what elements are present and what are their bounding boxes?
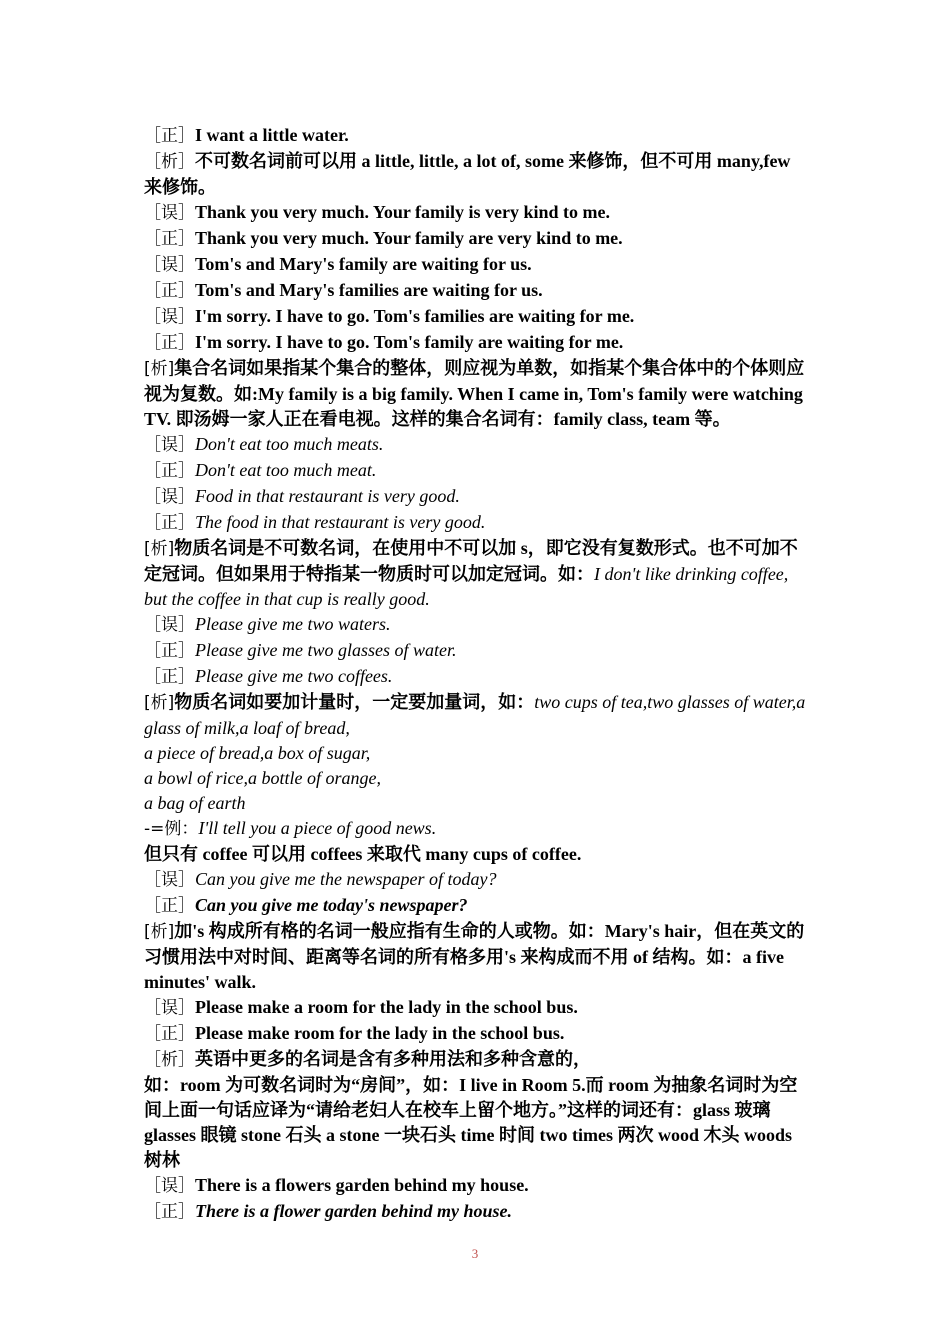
line-tag: ［正］ xyxy=(144,281,195,301)
line-tag: ［误］ xyxy=(144,487,195,507)
line-text: 不可数名词前可以用 a little, little, a lot of, some 来修饰，但不可用 many,few 来修饰。 xyxy=(144,151,791,197)
line-tag: ［误］ xyxy=(144,203,195,223)
line-tag: [析] xyxy=(144,359,175,379)
text-line xyxy=(144,252,809,278)
line-tag: ［析］ xyxy=(144,152,195,172)
line-tag: [析] xyxy=(144,693,175,713)
text-line xyxy=(144,842,809,867)
line-text: Please give me two glasses of water. xyxy=(195,640,457,660)
line-text: a bowl of rice,a bottle of orange, xyxy=(144,768,381,788)
line-text: 物质名词如要加计量时，一定要加量词， xyxy=(174,692,499,712)
text-line xyxy=(144,510,809,536)
line-text: 但只有 coffee 可以用 coffees 来取代 many cups of coffee. xyxy=(144,844,582,864)
line-tag: ［正］ xyxy=(144,461,195,481)
line-text: 英语中更多的名词是含有多种用法和多种含意的， xyxy=(195,1049,591,1069)
text-line xyxy=(144,536,809,612)
text-line xyxy=(144,458,809,484)
line-text: 物质名词是不可数名词，在使用中不可以加 s，即它没有复数形式。也不可加不定冠词。但如果用于特指某一物质时可以加定冠词。如： xyxy=(144,538,798,584)
text-line xyxy=(144,278,809,304)
text-line xyxy=(144,330,809,356)
line-tag: ［误］ xyxy=(144,435,195,455)
text-line xyxy=(144,484,809,510)
line-tag: ［正］ xyxy=(144,896,195,916)
line-text: I'll tell you a piece of good news. xyxy=(198,818,437,838)
line-text: 加's 构成所有格的名词一般应指有生命的人或物。如：Mary's hair，但在英文的习惯用法中对时间、距离等名词的所有格多用's 来构成而不用 of 结构。如：a five minutes' walk. xyxy=(144,921,805,992)
text-line xyxy=(144,612,809,638)
line-text: a bag of earth xyxy=(144,793,246,813)
text-line xyxy=(144,816,809,842)
text-line xyxy=(144,1047,809,1073)
line-tag: ［正］ xyxy=(144,229,195,249)
line-text: The food in that restaurant is very good. xyxy=(195,512,486,532)
line-text: I'm sorry. I have to go. Tom's family are waiting for me. xyxy=(195,332,624,352)
line-text: Thank you very much. Your family is very kind to me. xyxy=(195,202,611,222)
text-line xyxy=(144,123,809,149)
line-text: Tom's and Mary's families are waiting for us. xyxy=(195,280,543,300)
document-body xyxy=(144,123,809,1225)
line-text: Please make a room for the lady in the school bus. xyxy=(195,997,578,1017)
line-text: Please make room for the lady in the school bus. xyxy=(195,1023,565,1043)
line-tag: ［误］ xyxy=(144,1176,195,1196)
line-mid: 如： xyxy=(498,692,535,712)
line-text: a piece of bread,a box of sugar, xyxy=(144,743,371,763)
line-tag: ［正］ xyxy=(144,1202,195,1222)
line-tag: ［误］ xyxy=(144,998,195,1018)
line-example: I don't like drinking coffee, but the coffee in that cup is really good. xyxy=(144,564,789,609)
line-text: Don't eat too much meat. xyxy=(195,460,377,480)
line-tag: ［误］ xyxy=(144,870,195,890)
line-tag: ［析］ xyxy=(144,1050,195,1070)
line-tag: ［正］ xyxy=(144,333,195,353)
line-text: Can you give me today's newspaper? xyxy=(195,895,468,915)
line-text: 集合名词如果指某个集合的整体，则应视为单数，如指某个集合体中的个体则应视为复数。如:My family is a big family. When I came in, Tom's family were watching TV. 即汤姆一家人正在看电视。这样的集合名词有：family class, team 等。 xyxy=(144,358,805,429)
line-tag: ［正］ xyxy=(144,1024,195,1044)
line-text: Please give me two waters. xyxy=(195,614,391,634)
text-line xyxy=(144,867,809,893)
line-text: 如：room 为可数名词时为“房间”，如：I live in Room 5.而 room 为抽象名词时为空间上面一句话应译为“请给老妇人在校车上留个地方。”这样的词还有：glass 玻璃 glasses 眼镜 stone 石头 a stone 一块石头 time 时间 two times 两次 wood 木头 woods 树林 xyxy=(144,1075,798,1170)
line-text: Food in that restaurant is very good. xyxy=(195,486,460,506)
text-line xyxy=(144,432,809,458)
line-example: two cups of tea,two glasses of water,a glass of milk,a loaf of bread, xyxy=(144,692,806,738)
line-text: Tom's and Mary's family are waiting for us. xyxy=(195,254,532,274)
text-line xyxy=(144,766,809,791)
page-number: 3 xyxy=(471,1246,479,1261)
text-line xyxy=(144,664,809,690)
line-text: There is a flowers garden behind my house. xyxy=(195,1175,529,1195)
line-text: Thank you very much. Your family are very kind to me. xyxy=(195,228,623,248)
text-line xyxy=(144,1073,809,1173)
text-line xyxy=(144,893,809,919)
line-text: Can you give me the newspaper of today? xyxy=(195,869,497,889)
line-text: Don't eat too much meats. xyxy=(195,434,384,454)
text-line xyxy=(144,200,809,226)
line-tag: ［正］ xyxy=(144,126,195,146)
line-tag: ［正］ xyxy=(144,513,195,533)
text-line xyxy=(144,226,809,252)
text-line xyxy=(144,995,809,1021)
line-tag: ［误］ xyxy=(144,307,195,327)
text-line xyxy=(144,919,809,995)
line-text: I'm sorry. I have to go. Tom's families are waiting for me. xyxy=(195,306,635,326)
text-line xyxy=(144,741,809,766)
text-line xyxy=(144,149,809,200)
line-tag: ［正］ xyxy=(144,641,195,661)
text-line xyxy=(144,304,809,330)
line-tag: ［正］ xyxy=(144,667,195,687)
line-tag: -=例： xyxy=(144,819,199,839)
text-line xyxy=(144,791,809,816)
line-text: Please give me two coffees. xyxy=(195,666,393,686)
line-tag: [析] xyxy=(144,539,175,559)
line-tag: ［误］ xyxy=(144,255,195,275)
text-line xyxy=(144,1199,809,1225)
line-tag: ［误］ xyxy=(144,615,195,635)
line-text: There is a flower garden behind my house. xyxy=(195,1201,513,1221)
line-text: I want a little water. xyxy=(195,125,349,145)
text-line xyxy=(144,1021,809,1047)
text-line xyxy=(144,356,809,432)
text-line xyxy=(144,690,809,741)
text-line xyxy=(144,1173,809,1199)
text-line xyxy=(144,638,809,664)
line-tag: [析] xyxy=(144,922,175,942)
